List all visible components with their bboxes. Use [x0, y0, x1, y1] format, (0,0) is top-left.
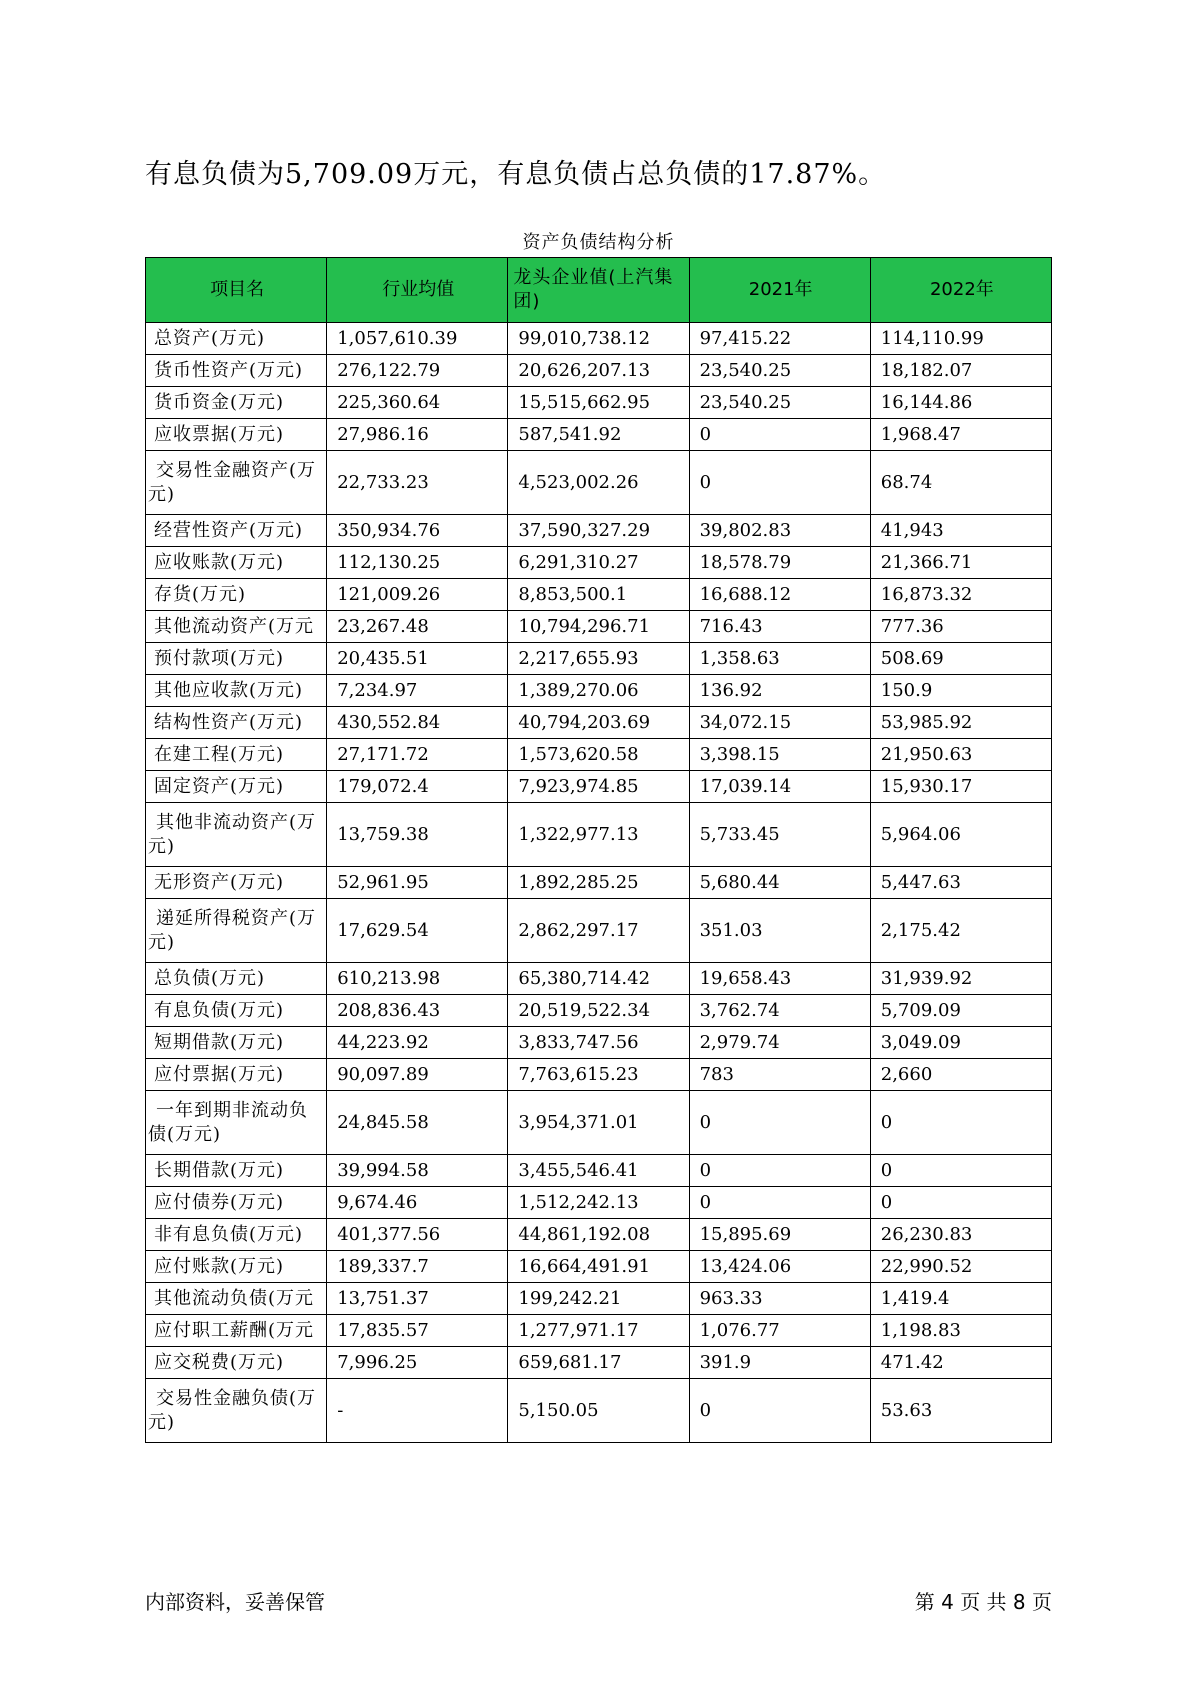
cell-2021: 0: [689, 1155, 870, 1187]
cell-industry-average: 52,961.95: [327, 867, 508, 899]
cell-industry-average: 9,674.46: [327, 1187, 508, 1219]
cell-item-name: 交易性金融资产(万元): [146, 451, 327, 515]
cell-item-name: 其他非流动资产(万元): [146, 803, 327, 867]
cell-leader-value: 1,892,285.25: [508, 867, 689, 899]
cell-item-name: 递延所得税资产(万元): [146, 899, 327, 963]
cell-industry-average: 7,996.25: [327, 1347, 508, 1379]
cell-2022: 114,110.99: [870, 323, 1051, 355]
table-row: [146, 387, 1052, 419]
table-row: [146, 1155, 1052, 1187]
cell-2021: 34,072.15: [689, 707, 870, 739]
cell-leader-value: 37,590,327.29: [508, 515, 689, 547]
cell-item-name: 交易性金融负债(万元): [146, 1379, 327, 1443]
table-row: [146, 707, 1052, 739]
cell-item-name: 存货(万元): [146, 579, 327, 611]
cell-2021: 1,076.77: [689, 1315, 870, 1347]
cell-2022: 508.69: [870, 643, 1051, 675]
cell-2022: 150.9: [870, 675, 1051, 707]
header-leader-value: 龙头企业值(上汽集团): [508, 258, 689, 323]
cell-leader-value: 199,242.21: [508, 1283, 689, 1315]
table-row: [146, 739, 1052, 771]
cell-industry-average: 112,130.25: [327, 547, 508, 579]
cell-2022: 21,366.71: [870, 547, 1051, 579]
cell-2021: 15,895.69: [689, 1219, 870, 1251]
cell-industry-average: 22,733.23: [327, 451, 508, 515]
cell-leader-value: 10,794,296.71: [508, 611, 689, 643]
cell-2021: 39,802.83: [689, 515, 870, 547]
table-row: [146, 355, 1052, 387]
cell-leader-value: 2,862,297.17: [508, 899, 689, 963]
cell-item-name: 应付票据(万元): [146, 1059, 327, 1091]
cell-2022: 1,968.47: [870, 419, 1051, 451]
cell-2022: 0: [870, 1155, 1051, 1187]
cell-2021: 391.9: [689, 1347, 870, 1379]
cell-leader-value: 15,515,662.95: [508, 387, 689, 419]
cell-item-name: 结构性资产(万元): [146, 707, 327, 739]
cell-2022: 5,447.63: [870, 867, 1051, 899]
cell-leader-value: 20,626,207.13: [508, 355, 689, 387]
cell-2021: 5,680.44: [689, 867, 870, 899]
table-row: [146, 1347, 1052, 1379]
cell-2021: 17,039.14: [689, 771, 870, 803]
cell-industry-average: 225,360.64: [327, 387, 508, 419]
cell-2021: 2,979.74: [689, 1027, 870, 1059]
cell-industry-average: 24,845.58: [327, 1091, 508, 1155]
cell-2022: 2,660: [870, 1059, 1051, 1091]
cell-2021: 16,688.12: [689, 579, 870, 611]
cell-2021: 1,358.63: [689, 643, 870, 675]
cell-item-name: 货币性资产(万元): [146, 355, 327, 387]
cell-2022: 777.36: [870, 611, 1051, 643]
cell-2022: 471.42: [870, 1347, 1051, 1379]
cell-leader-value: 44,861,192.08: [508, 1219, 689, 1251]
cell-2022: 5,709.09: [870, 995, 1051, 1027]
cell-industry-average: 7,234.97: [327, 675, 508, 707]
cell-item-name: 固定资产(万元): [146, 771, 327, 803]
cell-item-name: 短期借款(万元): [146, 1027, 327, 1059]
table-row: [146, 579, 1052, 611]
cell-leader-value: 16,664,491.91: [508, 1251, 689, 1283]
cell-leader-value: 20,519,522.34: [508, 995, 689, 1027]
table-row: [146, 1315, 1052, 1347]
cell-2021: 0: [689, 1187, 870, 1219]
table-row: [146, 675, 1052, 707]
table-row: [146, 803, 1052, 867]
cell-leader-value: 8,853,500.1: [508, 579, 689, 611]
table-row: [146, 515, 1052, 547]
cell-item-name: 长期借款(万元): [146, 1155, 327, 1187]
cell-2021: 351.03: [689, 899, 870, 963]
cell-industry-average: 13,751.37: [327, 1283, 508, 1315]
cell-2021: 97,415.22: [689, 323, 870, 355]
cell-leader-value: 2,217,655.93: [508, 643, 689, 675]
table-row: [146, 451, 1052, 515]
cell-industry-average: 610,213.98: [327, 963, 508, 995]
cell-industry-average: 13,759.38: [327, 803, 508, 867]
table-caption: 资产负债结构分析: [522, 232, 675, 253]
cell-industry-average: 350,934.76: [327, 515, 508, 547]
cell-item-name: 应交税费(万元): [146, 1347, 327, 1379]
cell-item-name: 其他流动负债(万元: [146, 1283, 327, 1315]
cell-2021: 0: [689, 419, 870, 451]
cell-2021: 13,424.06: [689, 1251, 870, 1283]
cell-industry-average: 121,009.26: [327, 579, 508, 611]
header-2022: 2022年: [870, 258, 1051, 323]
cell-industry-average: 1,057,610.39: [327, 323, 508, 355]
cell-item-name: 其他流动资产(万元: [146, 611, 327, 643]
cell-item-name: 应付账款(万元): [146, 1251, 327, 1283]
cell-2021: 783: [689, 1059, 870, 1091]
cell-industry-average: 401,377.56: [327, 1219, 508, 1251]
table-row: [146, 1251, 1052, 1283]
cell-leader-value: 40,794,203.69: [508, 707, 689, 739]
cell-2022: 0: [870, 1187, 1051, 1219]
cell-2021: 18,578.79: [689, 547, 870, 579]
cell-leader-value: 1,277,971.17: [508, 1315, 689, 1347]
cell-2022: 22,990.52: [870, 1251, 1051, 1283]
table-row: [146, 643, 1052, 675]
cell-industry-average: 17,629.54: [327, 899, 508, 963]
cell-2021: 0: [689, 1379, 870, 1443]
table-body: [146, 323, 1052, 1443]
table-row: [146, 547, 1052, 579]
cell-industry-average: 23,267.48: [327, 611, 508, 643]
cell-2021: 0: [689, 1091, 870, 1155]
cell-2022: 3,049.09: [870, 1027, 1051, 1059]
cell-2022: 16,873.32: [870, 579, 1051, 611]
cell-industry-average: 208,836.43: [327, 995, 508, 1027]
cell-item-name: 应付债券(万元): [146, 1187, 327, 1219]
cell-2022: 5,964.06: [870, 803, 1051, 867]
cell-2022: 2,175.42: [870, 899, 1051, 963]
cell-2021: 0: [689, 451, 870, 515]
cell-leader-value: 1,322,977.13: [508, 803, 689, 867]
cell-2021: 23,540.25: [689, 387, 870, 419]
cell-leader-value: 3,954,371.01: [508, 1091, 689, 1155]
table-row: [146, 963, 1052, 995]
cell-2022: 53.63: [870, 1379, 1051, 1443]
cell-item-name: 应付职工薪酬(万元: [146, 1315, 327, 1347]
cell-2022: 53,985.92: [870, 707, 1051, 739]
cell-leader-value: 1,512,242.13: [508, 1187, 689, 1219]
intro-paragraph: 有息负债为5,709.09万元，有息负债占总负债的17.87%。: [145, 159, 887, 190]
cell-2021: 3,398.15: [689, 739, 870, 771]
cell-2022: 21,950.63: [870, 739, 1051, 771]
cell-2022: 15,930.17: [870, 771, 1051, 803]
cell-2021: 963.33: [689, 1283, 870, 1315]
cell-item-name: 总资产(万元): [146, 323, 327, 355]
cell-leader-value: 1,389,270.06: [508, 675, 689, 707]
cell-2022: 41,943: [870, 515, 1051, 547]
cell-item-name: 应收票据(万元): [146, 419, 327, 451]
cell-item-name: 一年到期非流动负债(万元): [146, 1091, 327, 1155]
cell-industry-average: 44,223.92: [327, 1027, 508, 1059]
cell-item-name: 在建工程(万元): [146, 739, 327, 771]
cell-2021: 3,762.74: [689, 995, 870, 1027]
cell-industry-average: 90,097.89: [327, 1059, 508, 1091]
cell-leader-value: 3,833,747.56: [508, 1027, 689, 1059]
table-row: [146, 1219, 1052, 1251]
table-row: [146, 611, 1052, 643]
cell-2022: 68.74: [870, 451, 1051, 515]
cell-industry-average: 179,072.4: [327, 771, 508, 803]
table-row: [146, 323, 1052, 355]
cell-industry-average: 430,552.84: [327, 707, 508, 739]
cell-2021: 716.43: [689, 611, 870, 643]
cell-item-name: 预付款项(万元): [146, 643, 327, 675]
header-item-name: 项目名: [146, 258, 327, 323]
cell-industry-average: -: [327, 1379, 508, 1443]
cell-2021: 23,540.25: [689, 355, 870, 387]
table-row: [146, 1283, 1052, 1315]
table-row: [146, 1187, 1052, 1219]
table-row: [146, 899, 1052, 963]
cell-2022: 18,182.07: [870, 355, 1051, 387]
cell-leader-value: 6,291,310.27: [508, 547, 689, 579]
table-row: [146, 419, 1052, 451]
cell-item-name: 非有息负债(万元): [146, 1219, 327, 1251]
cell-2022: 31,939.92: [870, 963, 1051, 995]
cell-leader-value: 7,923,974.85: [508, 771, 689, 803]
cell-leader-value: 4,523,002.26: [508, 451, 689, 515]
balance-sheet-table: [145, 257, 1052, 1443]
cell-2022: 0: [870, 1091, 1051, 1155]
cell-leader-value: 659,681.17: [508, 1347, 689, 1379]
cell-item-name: 无形资产(万元): [146, 867, 327, 899]
cell-2021: 5,733.45: [689, 803, 870, 867]
cell-2022: 1,419.4: [870, 1283, 1051, 1315]
cell-2021: 136.92: [689, 675, 870, 707]
cell-industry-average: 27,986.16: [327, 419, 508, 451]
cell-2022: 1,198.83: [870, 1315, 1051, 1347]
cell-industry-average: 20,435.51: [327, 643, 508, 675]
footer-confidential-note: 内部资料，妥善保管: [145, 1590, 325, 1614]
cell-item-name: 货币资金(万元): [146, 387, 327, 419]
table-row: [146, 867, 1052, 899]
table-row: [146, 1091, 1052, 1155]
cell-leader-value: 587,541.92: [508, 419, 689, 451]
cell-2022: 26,230.83: [870, 1219, 1051, 1251]
cell-item-name: 应收账款(万元): [146, 547, 327, 579]
cell-item-name: 总负债(万元): [146, 963, 327, 995]
cell-leader-value: 99,010,738.12: [508, 323, 689, 355]
cell-2021: 19,658.43: [689, 963, 870, 995]
header-industry-average: 行业均值: [327, 258, 508, 323]
cell-leader-value: 7,763,615.23: [508, 1059, 689, 1091]
cell-2022: 16,144.86: [870, 387, 1051, 419]
table-row: [146, 1059, 1052, 1091]
cell-item-name: 经营性资产(万元): [146, 515, 327, 547]
header-2021: 2021年: [689, 258, 870, 323]
footer-page-number: 第 4 页 共 8 页: [914, 1590, 1052, 1614]
cell-leader-value: 5,150.05: [508, 1379, 689, 1443]
cell-leader-value: 65,380,714.42: [508, 963, 689, 995]
cell-industry-average: 17,835.57: [327, 1315, 508, 1347]
cell-industry-average: 276,122.79: [327, 355, 508, 387]
table-row: [146, 771, 1052, 803]
cell-industry-average: 189,337.7: [327, 1251, 508, 1283]
cell-industry-average: 39,994.58: [327, 1155, 508, 1187]
cell-leader-value: 3,455,546.41: [508, 1155, 689, 1187]
cell-item-name: 其他应收款(万元): [146, 675, 327, 707]
table-header-row: [146, 258, 1052, 323]
cell-item-name: 有息负债(万元): [146, 995, 327, 1027]
table-row: [146, 1379, 1052, 1443]
cell-leader-value: 1,573,620.58: [508, 739, 689, 771]
cell-industry-average: 27,171.72: [327, 739, 508, 771]
table-row: [146, 1027, 1052, 1059]
table-row: [146, 995, 1052, 1027]
